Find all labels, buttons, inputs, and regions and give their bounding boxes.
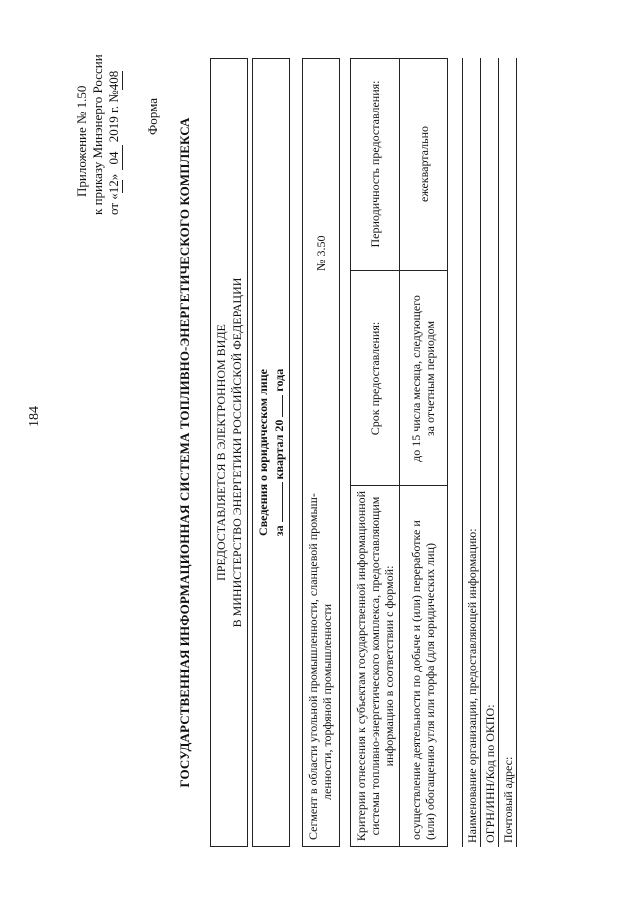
criteria-header: Критерии отнесения к субъектам государственной информационной системы топливно-энергетического комплекса, предоставляющим информацию в соответствии с формой: [354, 490, 396, 842]
segment-number: № 3.50 [314, 235, 328, 271]
frequency-header: Периодичность предоставления: [368, 80, 382, 248]
appendix-line-1: Приложение № 1.50 [74, 85, 89, 197]
segment-text: Сегмент в области угольной промышленности, сланцевой промыш- ленности, торфяной промышленности [306, 493, 334, 840]
page-number: 184 [27, 406, 42, 427]
form-label: Форма [145, 98, 160, 135]
appendix-block [74, 54, 123, 215]
submission-box [210, 58, 248, 847]
postal-address-field: Почтовый адрес: [501, 756, 515, 843]
submission-line-2: В МИНИСТЕРСТВО ЭНЕРГЕТИКИ РОССИЙСКОЙ ФЕДЕРАЦИИ [230, 277, 244, 628]
entity-info-title: Сведения о юридическом лице [256, 369, 270, 536]
appendix-line-3: от «12» 04 2019 г. №408 [106, 70, 121, 215]
deadline-row-cell: до 15 числа месяца, следующего за отчетным периодом [409, 295, 437, 462]
criteria-row-cell: осуществление деятельности по добыче и (или) переработке и (или) обогащению угля или торфа (для юридических лиц) [409, 520, 437, 840]
org-name-field: Наименование организации, предоставляющей информацию: [465, 528, 479, 843]
deadline-header: Срок предоставления: [368, 321, 382, 436]
frequency-row-cell: ежеквартально [417, 126, 431, 202]
appendix-day: 12 [106, 180, 121, 194]
appendix-month: 04 [106, 145, 123, 170]
ogrn-inn-okpo-field: ОГРН/ИНН/Код по ОКПО: [483, 704, 497, 843]
appendix-order-number: 408 [106, 70, 121, 91]
criteria-table [350, 58, 448, 847]
submission-line-1: ПРЕДОСТАВЛЯЕТСЯ В ЭЛЕКТРОННОМ ВИДЕ [214, 324, 228, 581]
segment-box [302, 58, 340, 847]
document-title: ГОСУДАРСТВЕННАЯ ИНФОРМАЦИОННАЯ СИСТЕМА ТОПЛИВНО-ЭНЕРГЕТИЧЕСКОГО КОМПЛЕКСА [177, 117, 192, 788]
appendix-line-2: к приказу Минэнерго России [90, 54, 105, 215]
entity-info-period: за квартал 20 года [272, 368, 286, 537]
entity-info-box [252, 58, 290, 847]
